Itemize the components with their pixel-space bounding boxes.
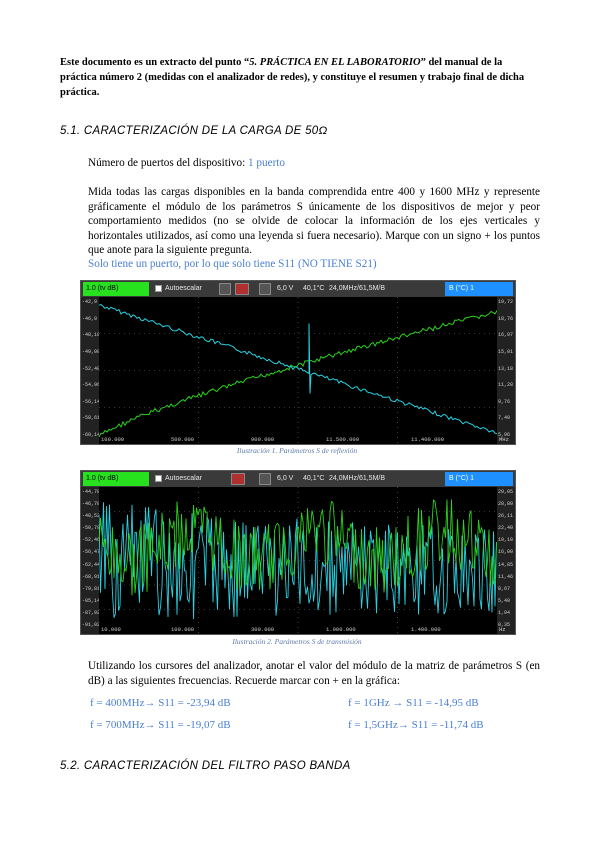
chart2-record-icon[interactable]	[231, 473, 245, 485]
axis-tick-label: -48,52	[82, 513, 101, 520]
axis-tick-label: 29,05	[498, 489, 514, 495]
axis-tick-label: -49,00	[82, 348, 101, 355]
axis-tick-label: 8,67	[498, 585, 511, 592]
intro-italic: 5. PRÁCTICA EN EL LABORATORIO	[249, 57, 421, 68]
measure-400mhz: f = 400MHz→ S11 = -23,94 dB	[90, 697, 231, 709]
axis-tick-label: 28,80	[498, 501, 514, 508]
axis-tick-label: 9,76	[498, 398, 511, 405]
axis-tick-label: -48,10	[82, 332, 101, 339]
chart1-voltage: 6,0 V	[277, 285, 294, 292]
axis-tick-label: -52,40	[82, 365, 101, 372]
axis-tick-label: -54,96	[82, 382, 101, 389]
measure-700mhz: f = 700MHz→ S11 = -19,07 dB	[90, 719, 231, 731]
instructions-paragraph: Mida todas las cargas disponibles en la banda comprendida entre 400 y 1600 MHz y represente gráficamente el módulo de los parámetros S únicamente de los dispositivos de mejor y peor comportamiento medidos (no se olvide de colocar la información de los ejes verticales y horizontales utilizados, así como una leyenda si fuera necesario). Marque con un signo + los puntos que anote para la siguiente pregunta.	[88, 186, 540, 256]
axis-tick-label: 22,40	[498, 525, 514, 532]
axis-tick-label: -44,78	[82, 489, 101, 495]
transmission-chart	[80, 470, 516, 635]
chart1-mode: 24,0MHz/61,5M/B	[329, 285, 386, 292]
axis-tick-label: -42,9	[82, 299, 98, 305]
axis-tick-label: -46,0	[82, 315, 98, 322]
x-unit-label: MHz	[499, 436, 509, 443]
chart2-autoscale-label: Autoescalar	[165, 475, 202, 482]
axis-tick-label: -79,81	[82, 585, 101, 592]
intro-text	[60, 55, 540, 100]
chart1-autoscale-checkbox[interactable]	[155, 285, 162, 292]
note-line: Solo tiene un puerto, por lo que solo tiene S11 (NO TIENE S21)	[88, 258, 377, 270]
axis-tick-label: 19,72	[498, 299, 514, 305]
chart2-channel-select[interactable]: 1.0 (tv dB)	[83, 472, 149, 486]
chart2-mode: 24,0MHz/61,5M/B	[329, 475, 386, 482]
axis-tick-label: -58,61	[82, 415, 101, 422]
axis-tick-label: -50,79	[82, 525, 101, 532]
chart1-plot	[99, 297, 497, 444]
chart1-channel-select[interactable]: 1.0 (tv dB)	[83, 282, 149, 296]
x-unit-label: Hz	[499, 626, 506, 633]
chart2-voltage: 6,0 V	[277, 475, 294, 482]
ports-label: Número de puertos del dispositivo:	[88, 157, 249, 169]
intro-lead: Este documento es un extracto del punto “	[60, 57, 250, 68]
axis-tick-label: 16,00	[498, 549, 514, 556]
x-tick-label: 300.000	[251, 626, 275, 633]
chart1-cyan-trace	[99, 305, 497, 434]
axis-tick-label: 5,40	[498, 597, 511, 604]
chart1-toolbar	[81, 281, 515, 297]
axis-tick-label: -85,14	[82, 597, 101, 604]
chart1-menu-icon[interactable]	[259, 283, 271, 295]
ports-value: 1 puerto	[248, 157, 286, 169]
axis-tick-label: 18,76	[498, 315, 514, 322]
x-tick-label: 1.400.000	[411, 626, 441, 633]
axis-tick-label: -68,91	[82, 573, 101, 580]
x-tick-label: 900.000	[251, 436, 275, 443]
chart2-right-axis	[497, 487, 515, 634]
reflection-chart	[80, 280, 516, 445]
measure-1-5ghz: f = 1,5GHz→ S11 = -11,74 dB	[348, 719, 484, 731]
measure-1ghz: f = 1GHz → S11 = -14,95 dB	[348, 697, 479, 709]
axis-tick-label: 7,40	[498, 415, 511, 422]
chart2-plot	[99, 487, 497, 634]
axis-tick-label: -87,92	[82, 609, 101, 616]
axis-tick-label: 5,96	[498, 432, 511, 438]
chart1-left-axis	[81, 297, 99, 444]
axis-tick-label: -60,14	[82, 432, 101, 438]
chart1-right-select[interactable]: B (°C) 1	[445, 282, 513, 296]
x-tick-label: 10.000	[101, 626, 121, 633]
section-title-5-2: 5.2. CARACTERIZACIÓN DEL FILTRO PASO BANDA	[60, 760, 351, 772]
axis-tick-label: 16,97	[498, 332, 514, 339]
x-tick-label: 11.400.000	[411, 436, 445, 443]
axis-tick-label: 13,18	[498, 365, 514, 372]
intro-rest: ” del manual de la práctica número 2 (medidas con el analizador de redes), y constituye el resumen y trabajo final de dicha práctica.	[60, 57, 525, 98]
x-tick-label: 500.000	[171, 436, 195, 443]
axis-tick-label: -56,47	[82, 549, 101, 556]
axis-tick-label: 14,85	[498, 561, 514, 568]
axis-tick-label: 11,46	[498, 573, 514, 580]
chart1-settings-icon[interactable]	[219, 283, 231, 295]
chart2-autoscale-checkbox[interactable]	[155, 475, 162, 482]
chart1-temp: 40,1°C	[303, 285, 325, 292]
axis-tick-label: 1,94	[498, 609, 511, 616]
axis-tick-label: 11,28	[498, 382, 514, 389]
x-tick-label: 1.000.000	[326, 626, 356, 633]
axis-tick-label: -62,44	[82, 561, 101, 568]
measure-paragraph: Utilizando los cursores del analizador, anotar el valor del módulo de la matriz de parámetros S (en dB) a las siguientes frecuencias. Recuerde marcar con + en la gráfica:	[88, 660, 540, 687]
chart1-autoscale-label: Autoescalar	[165, 285, 202, 292]
x-tick-label: 100.000	[171, 626, 195, 633]
axis-tick-label: 15,01	[498, 348, 514, 355]
axis-tick-label: 0,35	[498, 622, 511, 628]
chart2-menu-icon[interactable]	[259, 473, 271, 485]
axis-tick-label: -91,02	[82, 622, 101, 628]
axis-tick-label: 26,11	[498, 513, 514, 520]
caption-2: Ilustración 2. Parámetros S de transmisión	[232, 637, 362, 646]
axis-tick-label: -52,46	[82, 537, 101, 544]
section-title-5-1: 5.1. CARACTERIZACIÓN DE LA CARGA DE 50Ω	[60, 125, 328, 137]
chart1-right-axis	[497, 297, 515, 444]
x-tick-label: 100.000	[101, 436, 125, 443]
x-tick-label: 11.500.000	[326, 436, 360, 443]
chart2-cyan-trace	[99, 502, 497, 619]
ports-line	[88, 156, 285, 171]
chart2-toolbar	[81, 471, 515, 487]
chart2-right-select[interactable]: B (°C) 1	[445, 472, 513, 486]
axis-tick-label: 19,10	[498, 537, 514, 544]
caption-1: Ilustración 1. Parámetros S de reflexión	[236, 446, 358, 455]
axis-tick-label: -46,70	[82, 501, 101, 508]
chart2-left-axis	[81, 487, 99, 634]
chart2-temp: 40,1°C	[303, 475, 325, 482]
chart1-green-trace	[99, 311, 497, 438]
chart1-record-icon[interactable]	[235, 283, 249, 295]
axis-tick-label: -56,14	[82, 398, 101, 405]
